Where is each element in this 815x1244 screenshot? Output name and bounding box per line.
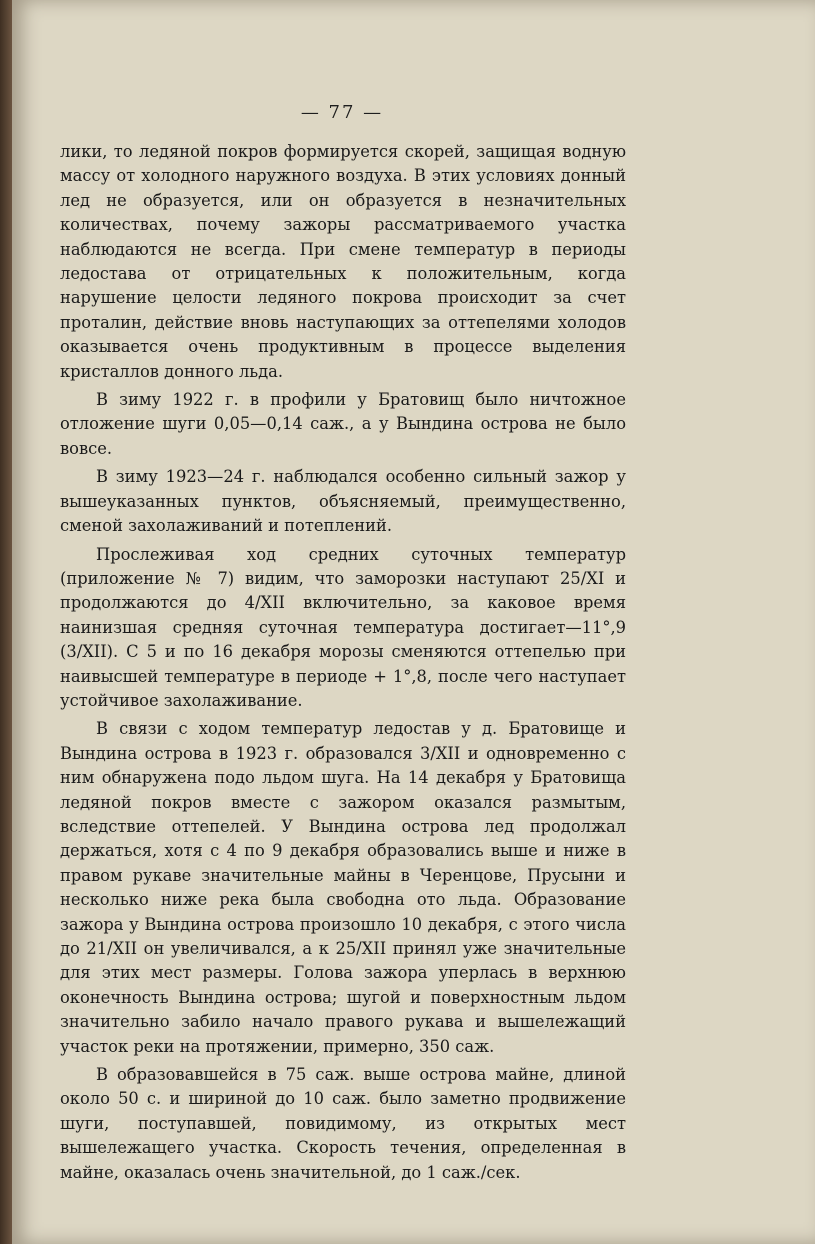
paragraph-2: В зиму 1922 г. в профили у Братовищ было ничтожное отложение шуги 0,05—0,14 саж., а у Вындина острова не было вовсе.: [60, 390, 626, 458]
book-binding-edge: [0, 0, 12, 1244]
scanned-page: [12, 0, 815, 1244]
paragraph-1: лики, то ледяной покров формируется скорей, защищая водную массу от холодного наружного воздуха. В этих условиях донный лед не образуется, или он образуется в незначительных количествах, почему зажоры рассматриваемого участка наблюдаются не всегда. При смене температур в периоды ледостава от отрицательных к положительным, когда нарушение целости ледяного покрова происходит за счет проталин, действие вновь наступающих за оттепелями холодов оказывается очень продуктивным в процессе выделения кристаллов донного льда.: [60, 142, 626, 381]
paragraph-5: В связи с ходом температур ледостав у д. Братовище и Вындина острова в 1923 г. образовался 3/XII и одновременно с ним обнаружена подо льдом шуга. На 14 декабря у Братовища ледяной покров вместе с зажором оказался размытым, вследствие оттепелей. У Вындина острова лед продолжал держаться, хотя с 4 по 9 декабря образовались выше и ниже в правом рукаве значительные майны в Черенцове, Прусыни и несколько ниже река была свободна ото льда. Образование зажора у Вындина острова произошло 10 декабря, с этого числа до 21/XII он увеличивался, а к 25/XII принял уже значительные для этих мест размеры. Голова зажора уперлась в верхнюю оконечность Вындина острова; шугой и поверхностным льдом значительно забило начало правого рукава и вышележащий участок реки на протяжении, примерно, 350 саж.: [60, 719, 626, 1056]
paragraph-3: В зиму 1923—24 г. наблюдался особенно сильный зажор у вышеуказанных пунктов, объясняемый, преимущественно, сменой захолаживаний и потеплений.: [60, 467, 626, 536]
paragraph-4: Прослеживая ход средних суточных температур (приложение № 7) видим, что заморозки наступают 25/XI и продолжаются до 4/XII включительно, за каковое время наинизшая средняя суточная температура достигает—11°,9 (3/XII). С 5 и по 16 декабря морозы сменяются оттепелью при наивысшей температуре в периоде + 1°,8, после чего наступает устойчивое захолаживание.: [60, 544, 626, 710]
paragraph-6: В образовавшейся в 75 саж. выше острова майне, длиной около 50 с. и шириной до 10 саж. было заметно продвижение шуги, поступавшей, повидимому, из открытых мест вышележащего участка. Скорость течения, определенная в майне, оказалась очень значительной, до 1 саж./сек.: [60, 1065, 626, 1182]
page-number: — 77 —: [300, 102, 384, 123]
text-body: [60, 140, 626, 1189]
